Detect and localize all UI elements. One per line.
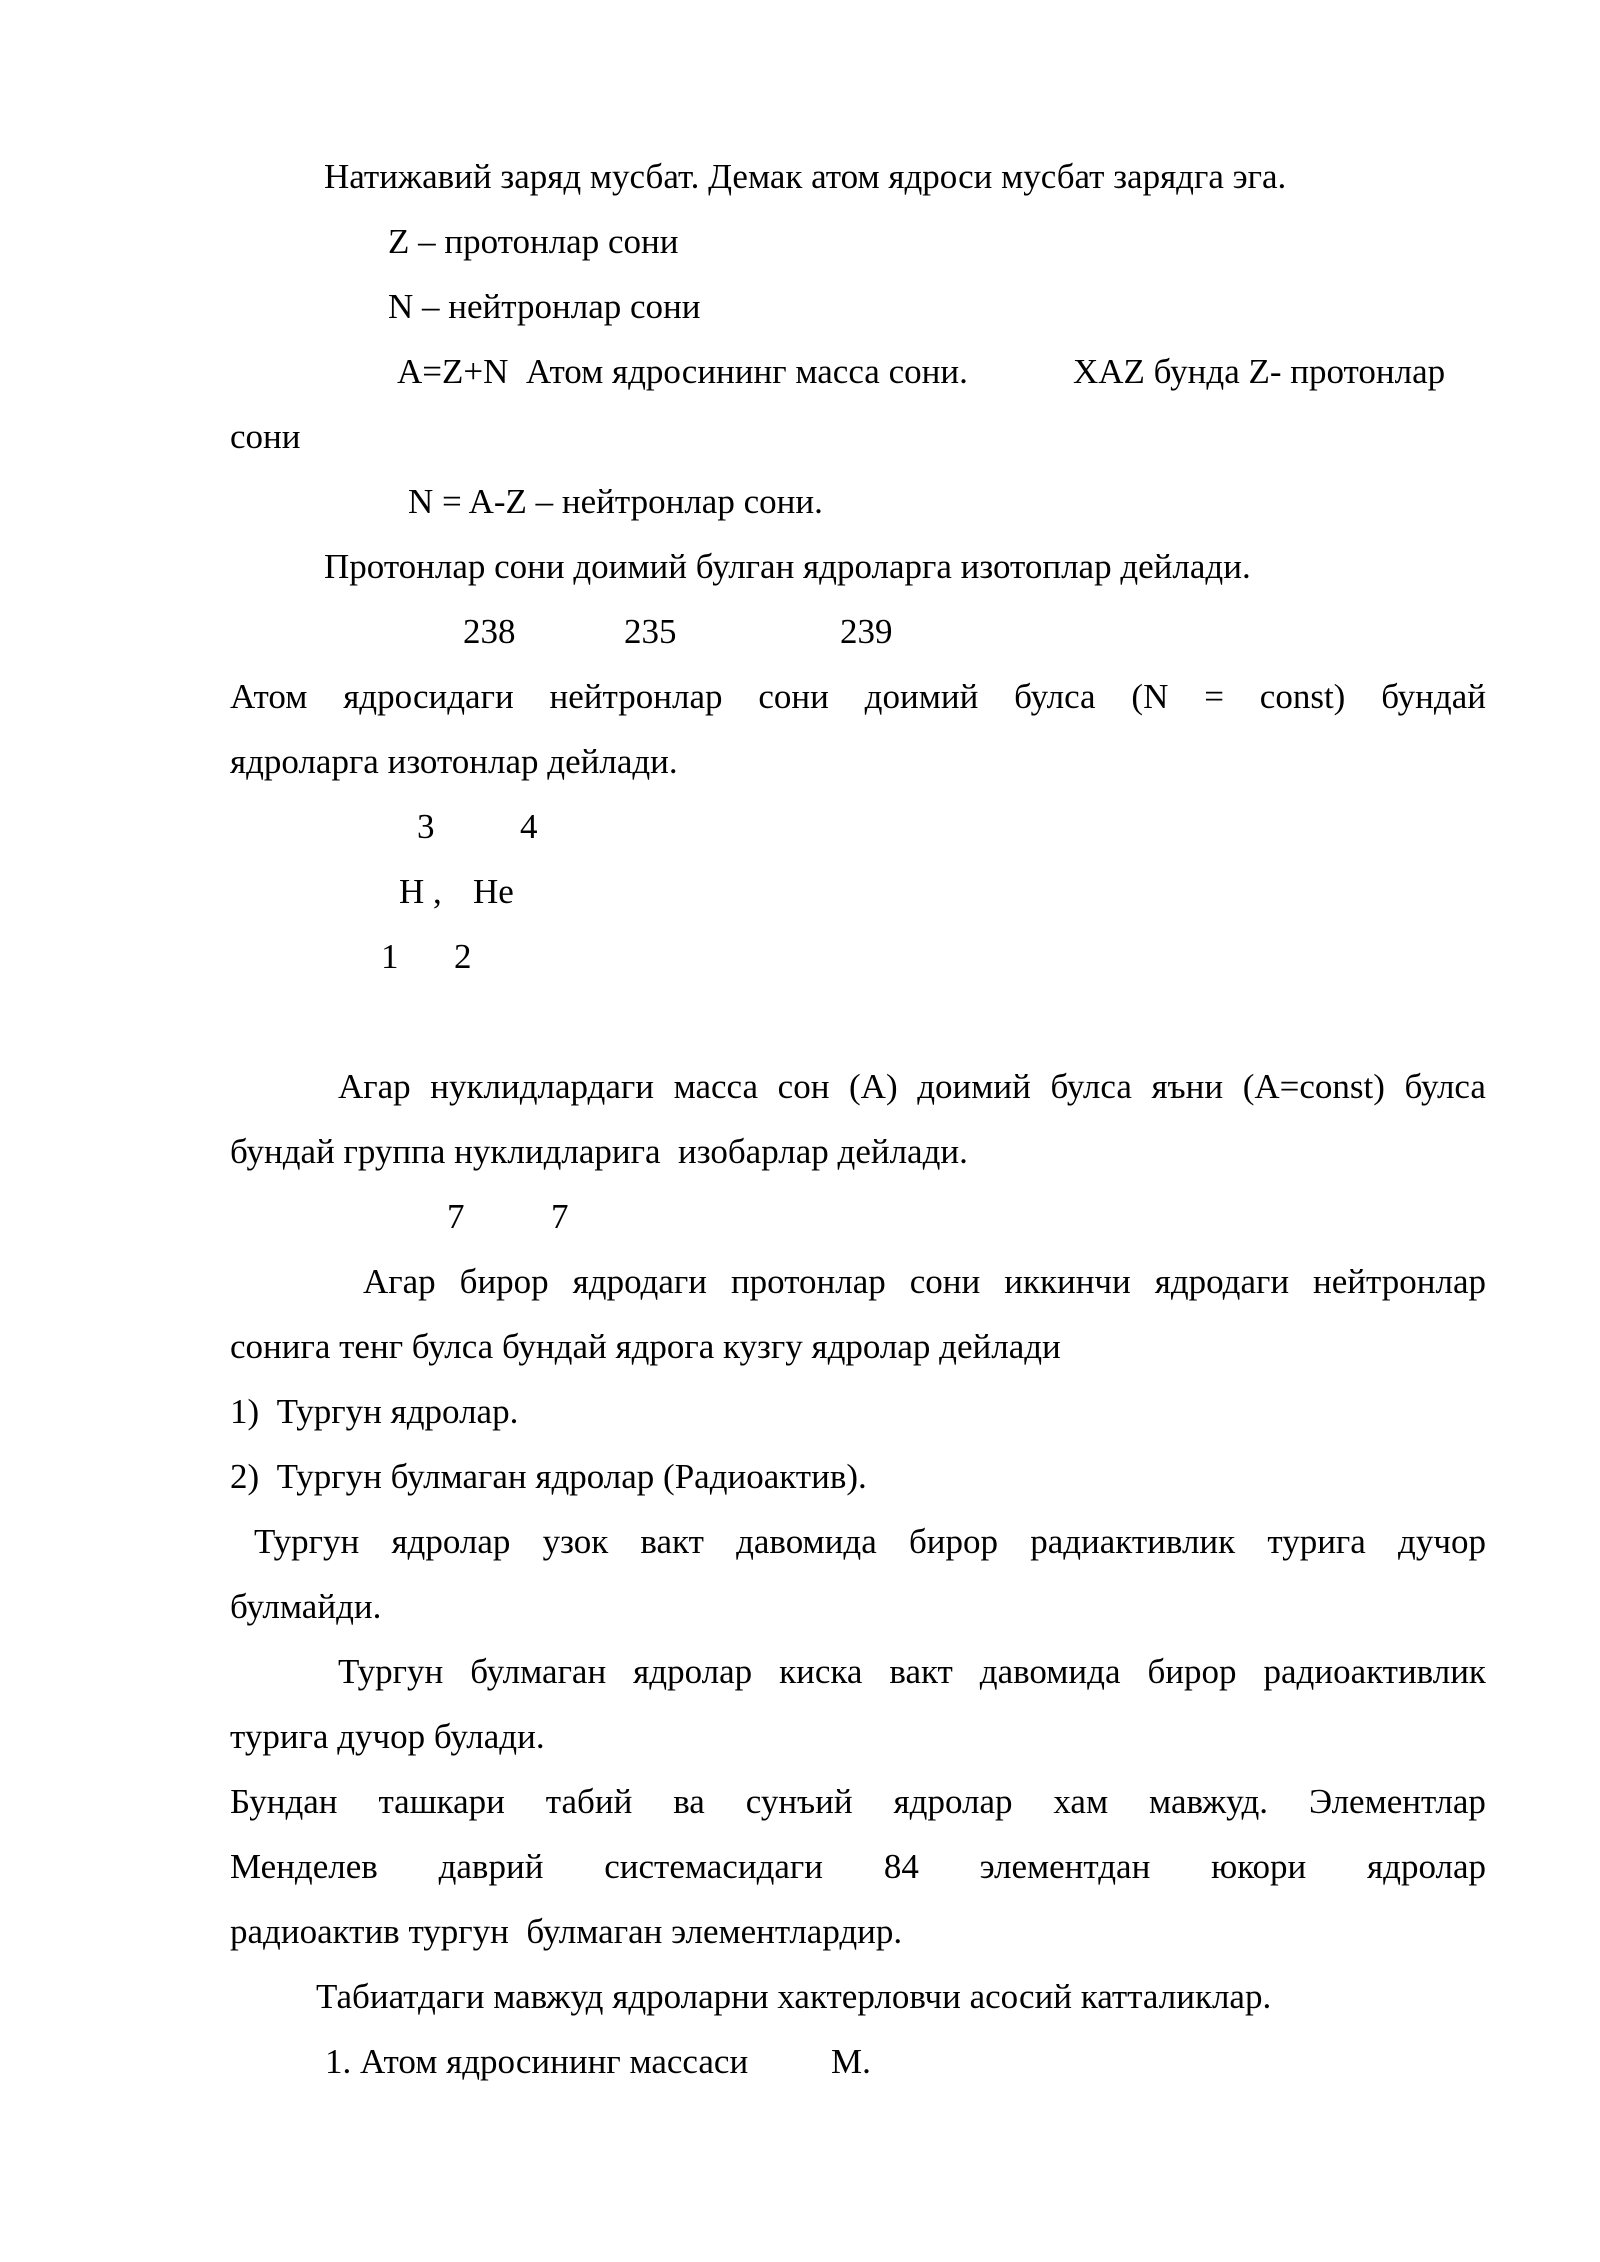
mass-symbol: M.	[831, 2042, 871, 2081]
word: вакт	[889, 1652, 953, 1691]
text-continuation: ядроларга изотонлар дейлади.	[230, 742, 678, 781]
word: ядролар	[633, 1652, 753, 1691]
word: системасидаги	[604, 1847, 824, 1886]
paragraph-isobars-line	[338, 1065, 1486, 1109]
formula-neutrons: N = A-Z – нейтронлар сони.	[408, 482, 823, 521]
list-item: 1) Тургун ядролар.	[230, 1392, 519, 1431]
list-item-nucleus-mass: 1. Атом ядросининг массаси	[325, 2042, 749, 2081]
word: доимий	[917, 1067, 1031, 1106]
word: иккинчи	[1004, 1262, 1131, 1301]
paragraph-isotopes: Протонлар сони доимий булган ядроларга изотоплар дейлади.	[324, 547, 1251, 586]
word: бирор	[459, 1262, 549, 1301]
word: ядродаги	[572, 1262, 707, 1301]
word: дучор	[1398, 1522, 1486, 1561]
word: (A=const)	[1242, 1067, 1385, 1106]
word: киска	[779, 1652, 863, 1691]
word: Менделев	[230, 1847, 378, 1886]
paragraph-natural-artificial-line	[230, 1780, 1486, 1824]
paragraph-mendeleev-line	[230, 1845, 1486, 1889]
word: 84	[883, 1847, 919, 1886]
definition-n: N – нейтронлар сони	[388, 287, 701, 326]
word: булса	[1050, 1067, 1132, 1106]
isotope-number: 238	[463, 612, 516, 651]
text-continuation: булмайди.	[230, 1587, 382, 1626]
word: Элементлар	[1308, 1782, 1486, 1821]
word: нуклидлардаги	[430, 1067, 654, 1106]
atomic-number-h: 1	[381, 937, 399, 976]
word: протонлар	[730, 1262, 886, 1301]
word: Атом	[230, 677, 308, 716]
word: ядролар	[1367, 1847, 1486, 1886]
word: турига	[1267, 1522, 1366, 1561]
paragraph-main-quantities: Табиатдаги мавжуд ядроларни хактерловчи асосий катталиклар.	[316, 1977, 1272, 2016]
text-continuation: сони	[230, 417, 301, 456]
word: даврий	[438, 1847, 544, 1886]
word: ядролар	[893, 1782, 1013, 1821]
word: хам	[1053, 1782, 1109, 1821]
definition-z: Z – протонлар сони	[388, 222, 679, 261]
word: булмаган	[470, 1652, 607, 1691]
paragraph-isotones-line	[230, 675, 1486, 719]
paragraph-charge-positive: Натижавий заряд мусбат. Демак атом ядроси мусбат зарядга эга.	[324, 157, 1287, 196]
word: бирор	[908, 1522, 998, 1561]
word: давомида	[736, 1522, 877, 1561]
word: сунъий	[745, 1782, 853, 1821]
word: (А)	[849, 1067, 898, 1106]
word: сони	[909, 1262, 981, 1301]
text-continuation: бундай группа нуклидларига изобарлар дейлади.	[230, 1132, 968, 1171]
paragraph-unstable-nuclei-line	[338, 1650, 1486, 1694]
paragraph-stable-nuclei-line	[254, 1520, 1486, 1564]
word: ядродаги	[1154, 1262, 1290, 1301]
word: сон	[777, 1067, 830, 1106]
word: =	[1204, 677, 1224, 716]
word: булса	[1014, 677, 1096, 716]
word: элементдан	[979, 1847, 1151, 1886]
paragraph-mirror-nuclei-line	[363, 1260, 1486, 1304]
word: давомида	[979, 1652, 1121, 1691]
word: бундай	[1381, 677, 1486, 716]
word: табий	[545, 1782, 633, 1821]
word: яъни	[1151, 1067, 1224, 1106]
element-symbol-he: He	[473, 872, 514, 911]
formula-mass-number: A=Z+N Атом ядросининг масса сони.	[397, 352, 968, 391]
formula-notation: ХАZ бунда Z- протонлар	[1073, 352, 1446, 391]
mass-number-he: 4	[520, 807, 538, 846]
word: сони	[758, 677, 829, 716]
word: Тургун	[338, 1652, 444, 1691]
isotope-number: 239	[840, 612, 893, 651]
word: Агар	[363, 1262, 436, 1301]
word: Тургун	[254, 1522, 360, 1561]
word: масса	[673, 1067, 759, 1106]
word: вакт	[640, 1522, 704, 1561]
word: ядролар	[391, 1522, 511, 1561]
mass-number-h: 3	[417, 807, 435, 846]
word: Агар	[338, 1067, 411, 1106]
word: бирор	[1147, 1652, 1237, 1691]
word: const)	[1259, 677, 1346, 716]
text-continuation: турига дучор булади.	[230, 1717, 545, 1756]
isobar-number: 7	[551, 1197, 569, 1236]
list-item: 2) Тургун булмаган ядролар (Радиоактив).	[230, 1457, 867, 1496]
word: доимий	[864, 677, 979, 716]
word: радиактивлик	[1030, 1522, 1236, 1561]
word: ташкари	[378, 1782, 505, 1821]
word: нейтронлар	[1313, 1262, 1486, 1301]
word: булса	[1404, 1067, 1486, 1106]
word: узок	[542, 1522, 609, 1561]
isotope-number: 235	[624, 612, 677, 651]
text-continuation: сонига тенг булса бундай ядрога кузгу ядролар дейлади	[230, 1327, 1061, 1366]
word: нейтронлар	[549, 677, 723, 716]
word: Бундан	[230, 1782, 338, 1821]
text-continuation: радиоактив тургун булмаган элементлардир.	[230, 1912, 903, 1951]
word: ядросидаги	[343, 677, 514, 716]
word: мавжуд.	[1149, 1782, 1269, 1821]
atomic-number-he: 2	[454, 937, 472, 976]
word: (N	[1131, 677, 1169, 716]
word: радиоактивлик	[1263, 1652, 1486, 1691]
word: юкори	[1211, 1847, 1307, 1886]
word: ва	[673, 1782, 705, 1821]
element-symbol-h: H ,	[399, 872, 442, 911]
isobar-number: 7	[447, 1197, 465, 1236]
